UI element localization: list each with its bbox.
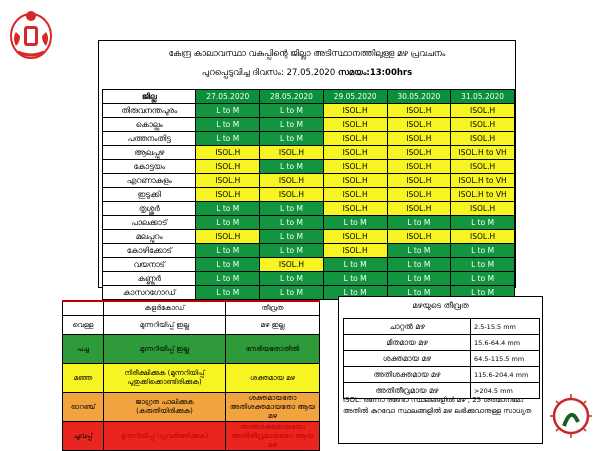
forecast-cell: ISOL.H [323,244,387,258]
legend-table [62,300,320,451]
date-header: 31.05.2020 [451,90,515,104]
forecast-cell: L to M [387,244,451,258]
forecast-cell: ISOL.H to VH [451,146,515,160]
legend-meaning: മുന്നറിയിപ്പ് (പ്രവർത്തിക്കുക) [104,422,226,451]
district-name: മലപ്പുറം [103,230,196,244]
legend-code-header [63,301,104,316]
forecast-row [103,202,515,216]
forecast-table [102,89,515,300]
legend-row [63,393,320,422]
intensity-row [344,335,540,351]
forecast-cell: L to M [451,272,515,286]
forecast-cell: ISOL.H to VH [451,174,515,188]
intensity-range: 2.5-15.5 mm [471,319,540,335]
forecast-cell: ISOL.H [323,188,387,202]
district-name: കാസറഗോഡ് [103,286,196,300]
forecast-cell: L to M [260,272,324,286]
legend-intensity: നേരിയതോതിൽ [226,335,320,364]
time-label: സമയം: [337,68,370,78]
forecast-cell: ISOL.H [196,160,260,174]
district-name: കൊല്ലം [103,118,196,132]
forecast-cell: ISOL.H [323,146,387,160]
forecast-row [103,216,515,230]
intensity-range: 15.6-64.4 mm [471,335,540,351]
forecast-cell: ISOL.H [196,174,260,188]
forecast-cell: ISOL.H [323,174,387,188]
district-name: വയനാട് [103,258,196,272]
intensity-range: 115.6-204.4 mm [471,367,540,383]
kerala-emblem-logo [8,8,54,60]
district-header: ജില്ല [103,90,196,104]
intensity-name: ചാറ്റൽ മഴ [344,319,471,335]
intensity-range: 64.5-115.5 mm [471,351,540,367]
legend-meaning: മുന്നറിയിപ്പ് ഇല്ല [104,335,226,364]
forecast-cell: ISOL.H [451,118,515,132]
forecast-cell: L to M [387,272,451,286]
forecast-cell: L to M [451,258,515,272]
forecast-cell: ISOL.H [260,258,324,272]
forecast-row [103,118,515,132]
isol-note: ISOL: ഒന്നോ രണ്ടോ സ്ഥലങ്ങളിൽ മഴ , 25 ശതമാനമോ അതിൽ കുറവോ സ്ഥലങ്ങളിൽ മഴ ലഭിക്കുവാനുള്ള സാധ്യത [343,396,532,415]
forecast-cell: L to M [196,286,260,300]
intensity-name: അതിതീവ്രമായ മഴ [344,383,471,399]
forecast-cell: ISOL.H [451,104,515,118]
date-header: 29.05.2020 [323,90,387,104]
forecast-cell: ISOL.H [260,188,324,202]
forecast-cell: ISOL.H [323,118,387,132]
intensity-range: >204.5 mm [471,383,540,399]
forecast-cell: ISOL.H [387,174,451,188]
intensity-row [344,319,540,335]
forecast-cell: ISOL.H [387,188,451,202]
legend-code: ഓറഞ്ച് [63,393,104,422]
intensity-name: മിതമായ മഴ [344,335,471,351]
forecast-cell: L to M [451,286,515,300]
forecast-cell: L to M [260,230,324,244]
forecast-cell: ISOL.H [387,104,451,118]
forecast-cell: ISOL.H [387,132,451,146]
legend-code: വെള്ള [63,316,104,335]
rain-intensity-panel [338,296,543,444]
district-name: ആലപ്പുഴ [103,146,196,160]
forecast-row [103,272,515,286]
issue-label: പുറപ്പെടുവിച്ച ദിവസം: [201,68,284,78]
forecast-cell: ISOL.H [323,230,387,244]
district-name: കോഴിക്കോട് [103,244,196,258]
forecast-header-row [103,90,515,104]
legend-row [63,316,320,335]
intensity-title: മഴയുടെ തീവ്രത [412,301,469,310]
forecast-cell: L to M [387,216,451,230]
legend-header-row [63,301,320,316]
forecast-cell: L to M [260,118,324,132]
forecast-cell: ISOL.H [196,146,260,160]
forecast-cell: L to M [260,160,324,174]
forecast-cell: ISOL.H [260,174,324,188]
covid-awareness-logo [548,392,594,440]
forecast-cell: L to M [323,258,387,272]
forecast-row [103,132,515,146]
date-header: 27.05.2020 [196,90,260,104]
forecast-cell: ISOL.H [387,146,451,160]
forecast-cell: L to M [196,202,260,216]
forecast-cell: L to M [451,244,515,258]
date-header: 30.05.2020 [387,90,451,104]
color-code-legend [62,300,320,451]
intensity-table [343,318,540,399]
time-value: 13:00hrs [369,68,413,78]
intensity-row [344,367,540,383]
forecast-cell: ISOL.H [196,230,260,244]
forecast-row [103,146,515,160]
legend-intensity: മഴ ഇല്ല [226,316,320,335]
forecast-cell: ISOL.H [451,160,515,174]
forecast-cell: L to M [260,244,324,258]
forecast-row [103,258,515,272]
district-name: പാലക്കാട് [103,216,196,230]
forecast-cell: L to M [260,132,324,146]
legend-intensity: ശക്തമായ മഴ [226,364,320,393]
legend-meaning: ജാഗ്രത പാലിക്കുക (കരുതിയിരിക്കുക) [104,393,226,422]
forecast-cell: ISOL.H [323,104,387,118]
forecast-cell: L to M [260,216,324,230]
forecast-title: കേന്ദ്ര കാലാവസ്ഥാ വകുപ്പിന്റെ ജില്ലാ അടിസ്ഥാനത്തിലുള്ള മഴ പ്രവചനം [168,49,446,59]
legend-code: മഞ്ഞ [63,364,104,393]
legend-meaning: മുന്നറിയിപ്പ് ഇല്ല [104,316,226,335]
forecast-cell: L to M [196,244,260,258]
forecast-cell: ISOL.H [323,202,387,216]
legend-row [63,364,320,393]
intensity-name: അതിശക്തമായ മഴ [344,367,471,383]
legend-intensity: ശക്തമായതോ അതിശക്തമായതോ ആയ മഴ [226,393,320,422]
forecast-cell: ISOL.H [323,132,387,146]
forecast-cell: ISOL.H [387,202,451,216]
forecast-row [103,188,515,202]
forecast-cell: ISOL.H [451,132,515,146]
forecast-row [103,174,515,188]
forecast-cell: ISOL.H to VH [451,188,515,202]
forecast-row [103,244,515,258]
legend-intensity: അതിശക്തമായതോ അതിതീവ്രമായതോ ആയ മഴ [226,422,320,451]
forecast-row [103,160,515,174]
forecast-cell: L to M [387,258,451,272]
forecast-cell: L to M [323,286,387,300]
forecast-cell: L to M [387,286,451,300]
forecast-cell: ISOL.H [387,230,451,244]
intensity-name: ശക്തമായ മഴ [344,351,471,367]
district-name: കണ്ണൂർ [103,272,196,286]
issue-info [99,68,515,78]
forecast-cell: L to M [260,104,324,118]
forecast-row [103,104,515,118]
forecast-cell: L to M [260,286,324,300]
forecast-cell: ISOL.H [260,146,324,160]
forecast-cell: L to M [196,216,260,230]
district-name: തൃശ്ശൂർ [103,202,196,216]
forecast-cell: ISOL.H [451,202,515,216]
forecast-cell: L to M [260,202,324,216]
forecast-cell: L to M [196,272,260,286]
forecast-cell: L to M [323,272,387,286]
legend-meaning: നിരീക്ഷിക്കുക (മുന്നറിയിപ്പ് പുതുക്കിക്കൊണ്ടിരിക്കുക) [104,364,226,393]
forecast-row [103,230,515,244]
forecast-cell: ISOL.H [196,188,260,202]
forecast-cell: L to M [196,258,260,272]
legend-row [63,335,320,364]
district-name: തിരുവനന്തപുരം [103,104,196,118]
forecast-panel [98,40,516,297]
forecast-cell: ISOL.H [323,160,387,174]
legend-code: പച്ച [63,335,104,364]
issue-date: 27.05.2020 [286,68,336,78]
forecast-cell: ISOL.H [387,118,451,132]
legend-code: ചുവപ്പ് [63,422,104,451]
district-name: പത്തനംതിട്ട [103,132,196,146]
legend-intensity-header: തീവ്രത [226,301,320,316]
forecast-cell: ISOL.H [451,230,515,244]
forecast-cell: L to M [451,216,515,230]
forecast-cell: L to M [196,104,260,118]
intensity-row [344,351,540,367]
forecast-cell: L to M [196,132,260,146]
district-name: എറണാകുളം [103,174,196,188]
date-header: 28.05.2020 [260,90,324,104]
forecast-cell: L to M [196,118,260,132]
legend-row [63,422,320,451]
forecast-cell: L to M [323,216,387,230]
legend-color-code-header: കളർകോഡ് [104,301,226,316]
forecast-cell: ISOL.H [387,160,451,174]
district-name: ഇടുക്കി [103,188,196,202]
district-name: കോട്ടയം [103,160,196,174]
